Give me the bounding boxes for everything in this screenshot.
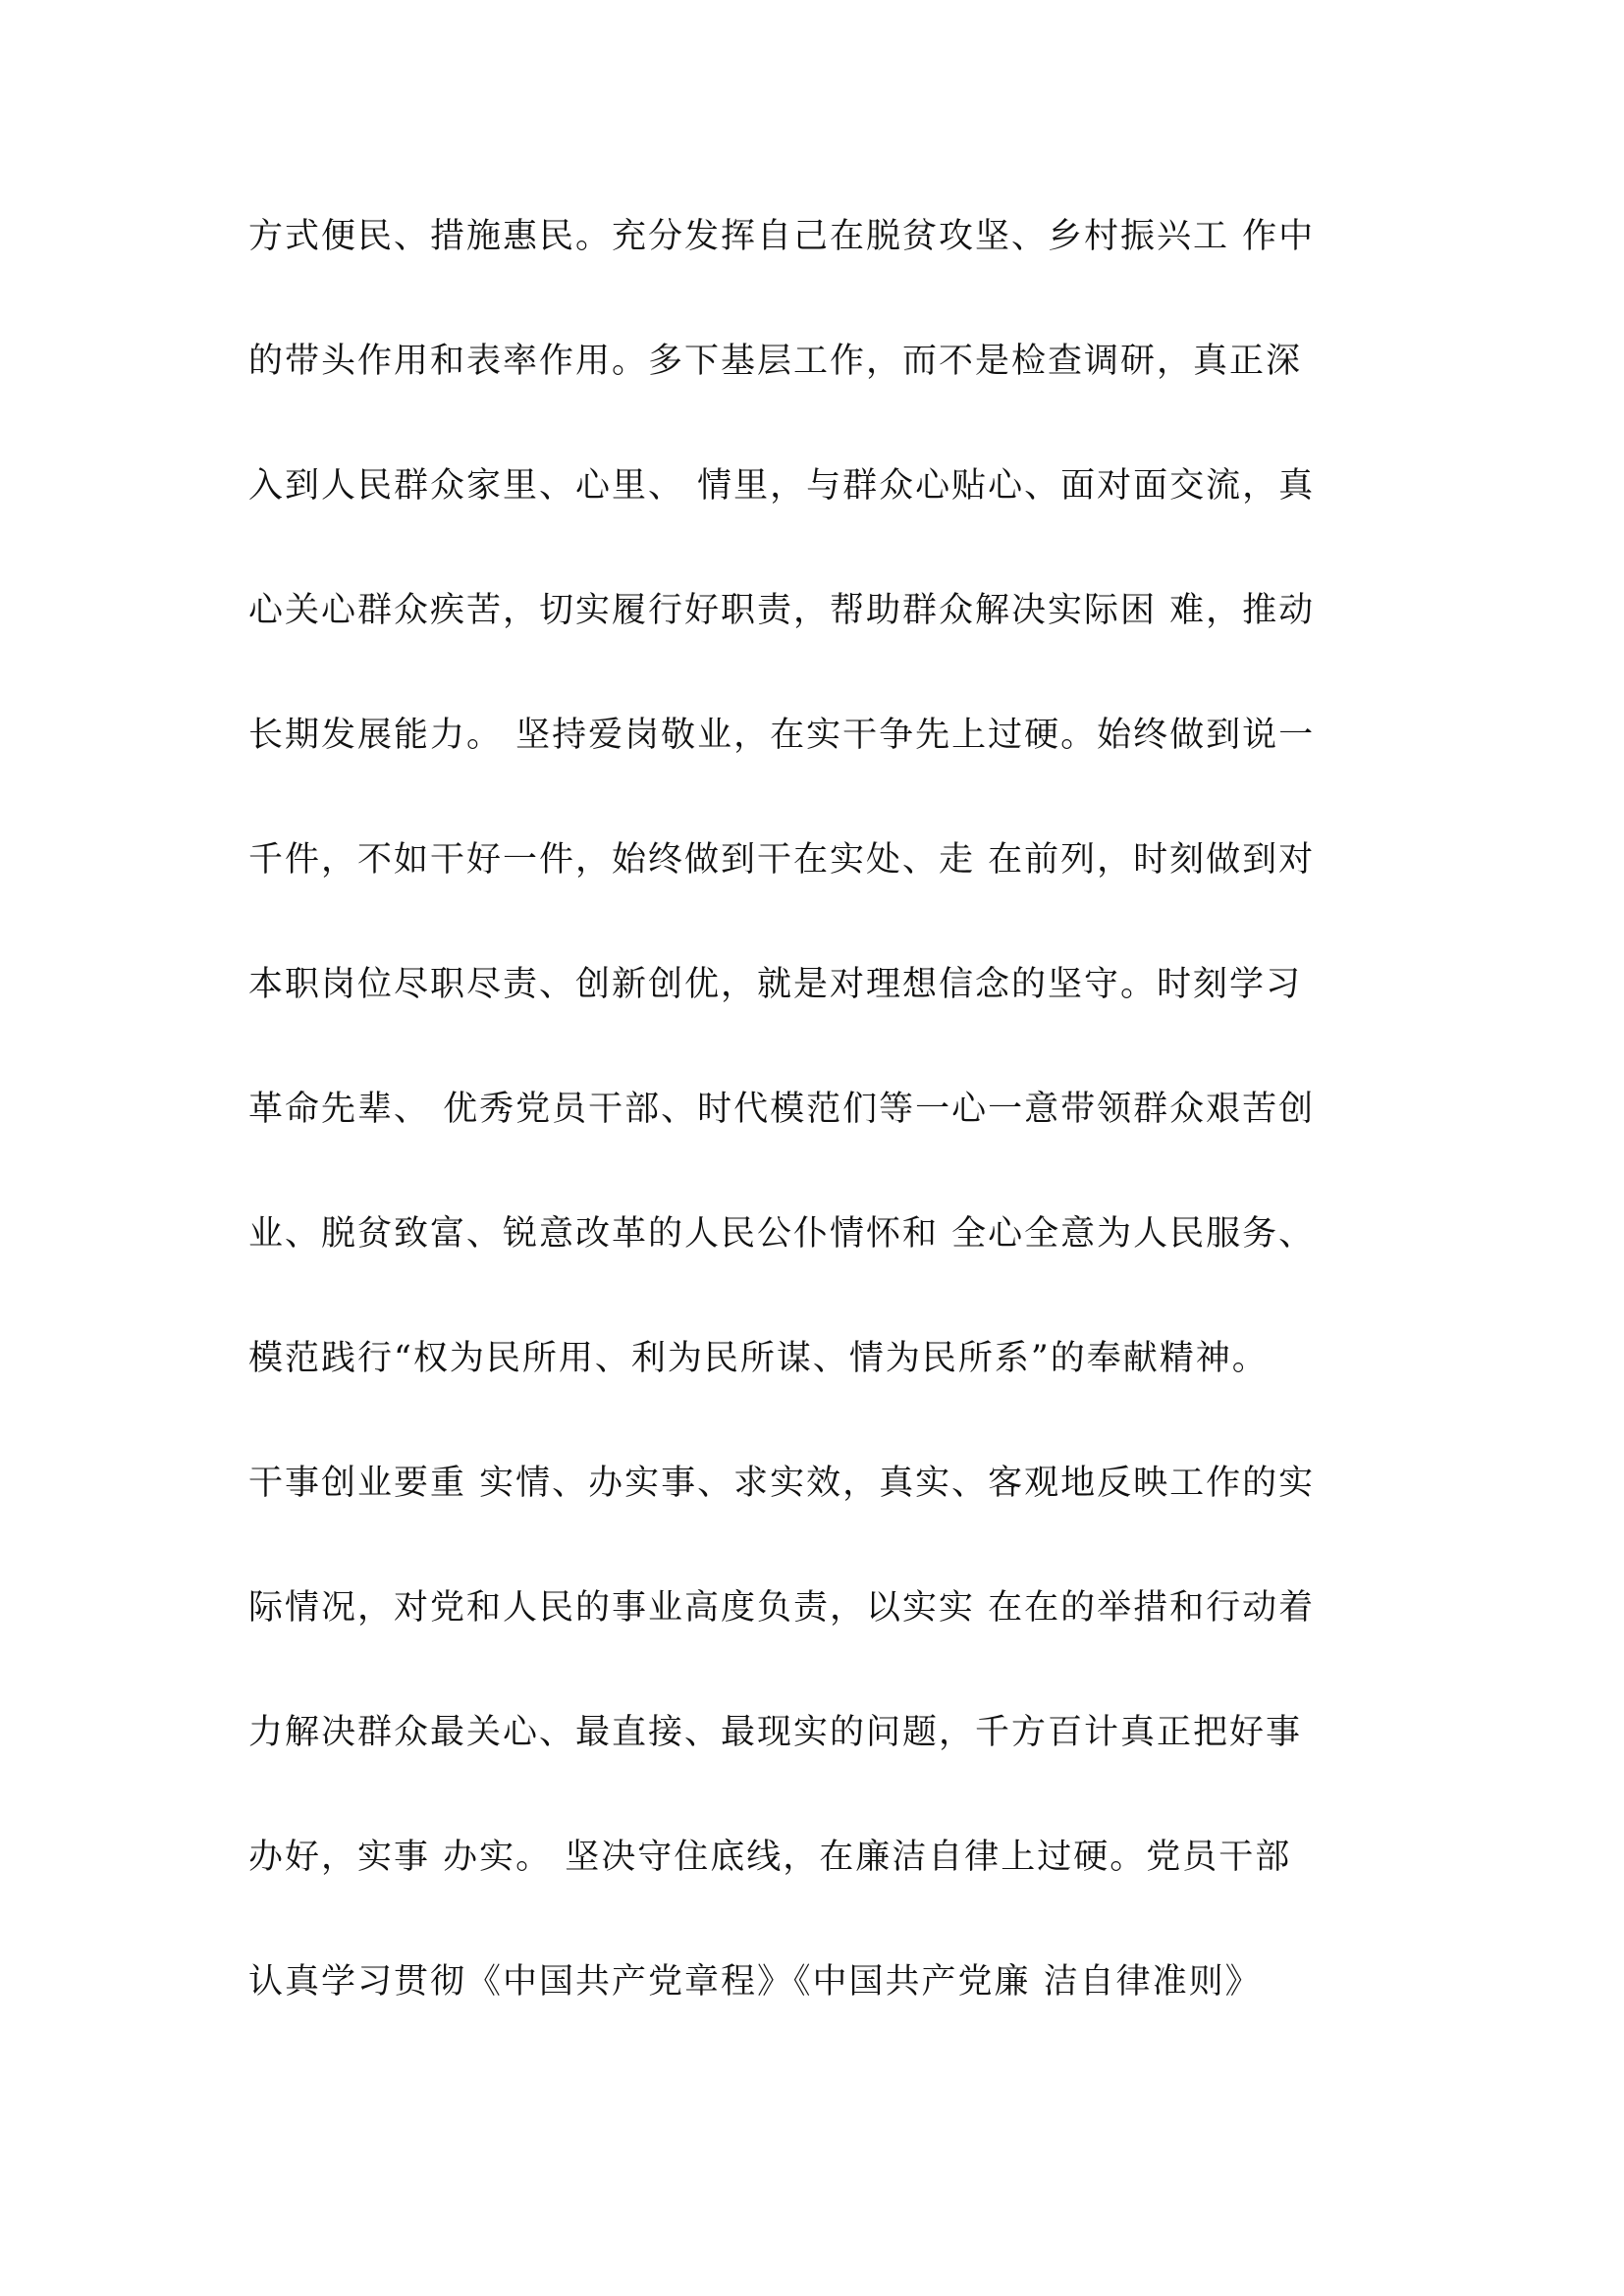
text-line-3: 入到人民群众家里、心里、 情里，与群众心贴心、面对面交流，真 <box>248 466 1316 506</box>
text-line-13: 力解决群众最关心、最直接、最现实的问题，千方百计真正把好事 <box>248 1713 1303 1752</box>
text-line-15: 认真学习贯彻《中国共产党章程》《中国共产党廉 洁自律准则》 <box>248 1962 1262 2002</box>
text-line-11: 干事创业要重 实情、办实事、求实效，真实、客观地反映工作的实 <box>248 1464 1316 1503</box>
text-line-8: 革命先辈、 优秀党员干部、时代模范们等一心一意带领群众艰苦创 <box>248 1090 1316 1129</box>
text-line-12: 际情况，对党和人民的事业高度负责，以实实 在在的举措和行动着 <box>248 1588 1316 1628</box>
text-line-10: 模范践行“权为民所用、利为民所谋、情为民所系”的奉献精神。 <box>248 1339 1269 1378</box>
text-line-9: 业、脱贫致富、锐意改革的人民公仆情怀和 全心全意为人民服务、 <box>248 1214 1316 1254</box>
text-line-14: 办好，实事 办实。 坚决守住底线，在廉洁自律上过硬。党员干部 <box>248 1838 1292 1877</box>
text-line-1: 方式便民、措施惠民。充分发挥自己在脱贫攻坚、乡村振兴工 作中 <box>248 217 1316 256</box>
text-line-2: 的带头作用和表率作用。多下基层工作，而不是检查调研，真正深 <box>248 342 1303 381</box>
text-line-5: 长期发展能力。 坚持爱岗敬业，在实干争先上过硬。始终做到说一 <box>248 716 1316 755</box>
text-line-6: 千件，不如干好一件，始终做到干在实处、走 在前列，时刻做到对 <box>248 840 1316 880</box>
body-text <box>248 218 1387 2088</box>
text-line-7: 本职岗位尽职尽责、创新创优，就是对理想信念的坚守。时刻学习 <box>248 965 1303 1004</box>
text-line-4: 心关心群众疾苦，切实履行好职责，帮助群众解决实际困 难，推动 <box>248 591 1316 630</box>
